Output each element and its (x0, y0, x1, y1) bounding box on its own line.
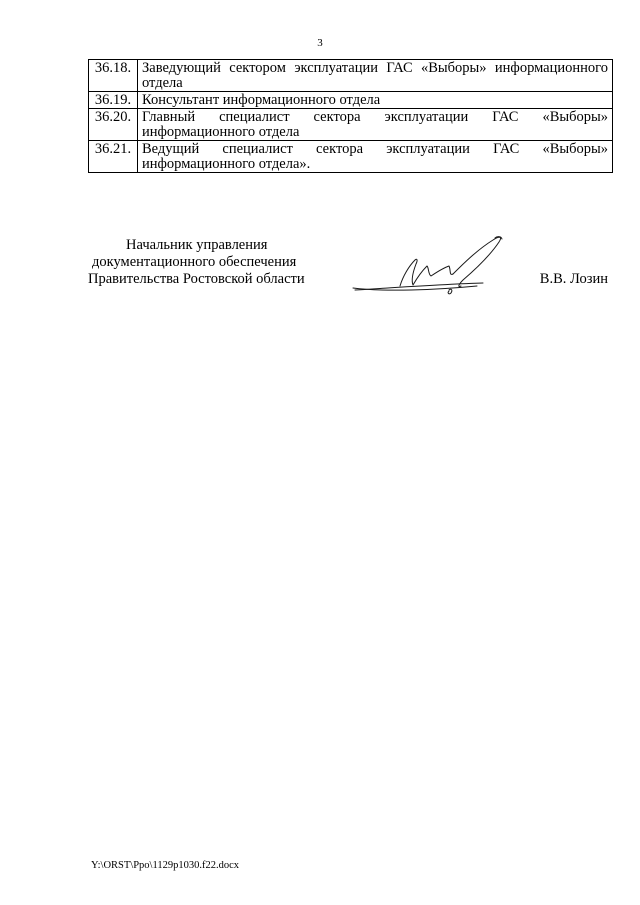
signatory-title-line: Правительства Ростовской области (88, 271, 305, 287)
row-number: 36.18. (89, 60, 138, 92)
row-position-title: Главный специалист сектора эксплуатации ГАС «Выборы» информационного отдела (138, 109, 613, 141)
positions-table (88, 59, 613, 173)
row-position-title: Заведующий сектором эксплуатации ГАС «Выборы» информационного отдела (138, 60, 613, 92)
file-path: Y:\ORST\Ppo\1129p1030.f22.docx (91, 860, 239, 871)
row-position-title: Ведущий специалист сектора эксплуатации ГАС «Выборы» информационного отдела». (138, 141, 613, 173)
page-number: 3 (317, 37, 323, 49)
signatory-title-line: Начальник управления (126, 237, 268, 253)
signatory-title-line: документационного обеспечения (92, 254, 297, 270)
row-number: 36.20. (89, 109, 138, 141)
handwritten-signature (345, 230, 515, 302)
table-row (89, 141, 613, 173)
table-row (89, 109, 613, 141)
row-number: 36.21. (89, 141, 138, 173)
signatory-title (88, 237, 348, 288)
table-row (89, 60, 613, 92)
signer-name: В.В. Лозин (539, 271, 608, 287)
table-row (89, 92, 613, 109)
row-number: 36.19. (89, 92, 138, 109)
row-position-title: Консультант информационного отдела (138, 92, 613, 109)
